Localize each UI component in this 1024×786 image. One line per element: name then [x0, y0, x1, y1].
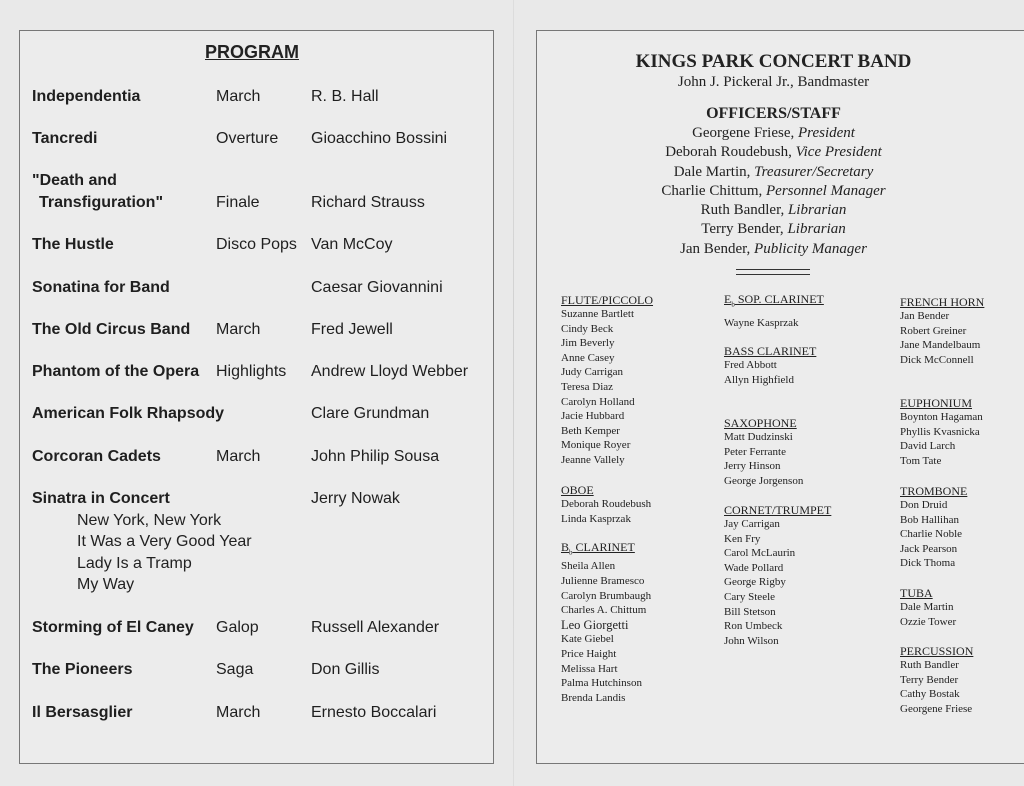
member-name: Cary Steele [724, 590, 776, 603]
piece-composer: Fred Jewell [311, 321, 393, 338]
member-list [724, 358, 816, 387]
member-name: Robert Greiner [900, 324, 967, 337]
piece-title: The Hustle [32, 236, 114, 253]
piece-title: The Old Circus Band [32, 321, 191, 338]
section-heading: EUPHONIUM [900, 396, 972, 410]
piece-title: Storming of El Caney [32, 619, 194, 636]
officer-line: Deborah Roudebush, Vice President [665, 144, 882, 160]
member-name: Ken Fry [724, 532, 761, 545]
piece-title: Sonatina for Band [32, 279, 170, 296]
bandmaster: John J. Pickeral Jr., Bandmaster [677, 74, 870, 90]
member-name: Fred Abbott [724, 359, 777, 371]
member-name: Wade Pollard [724, 561, 784, 574]
officer-line: Georgene Friese, President [692, 125, 855, 141]
section-heading: $B_b$ CLARINET [561, 540, 635, 557]
member-name: Dick McConnell [900, 353, 974, 366]
officers-heading: OFFICERS/STAFF [706, 105, 841, 122]
member-name: Jay Carrigan [724, 518, 780, 530]
piece-form: March [216, 321, 261, 338]
medley-song: It Was a Very Good Year [77, 533, 252, 550]
member-list [900, 410, 983, 468]
section-heading: BASS CLARINET [724, 344, 817, 358]
member-name: Terry Bender [900, 673, 959, 686]
member-name: Jim Beverly [561, 337, 615, 350]
member-name: Jeanne Vallely [561, 453, 625, 466]
member-name: Jerry Hinson [724, 460, 781, 473]
piece-form: Overture [216, 130, 279, 147]
member-name: Charles A. Chittum [561, 604, 647, 617]
member-list [561, 497, 651, 526]
member-name: Phyllis Kvasnicka [900, 425, 980, 438]
piece-form: Galop [216, 619, 259, 636]
piece-title-line: "Death and [32, 172, 117, 189]
member-list [561, 307, 653, 468]
section-heading: TROMBONE [900, 484, 968, 498]
piece-form: March [216, 88, 261, 105]
piece-composer: Ernesto Boccalari [311, 704, 437, 721]
member-name: Ruth Bandler [900, 659, 959, 671]
section-heading: FRENCH HORN [900, 295, 985, 309]
member-name: Beth Kemper [561, 424, 620, 437]
officer-line: Ruth Bandler, Librarian [700, 202, 847, 218]
member-name: Carol McLaurin [724, 547, 796, 560]
member-name: Cathy Bostak [900, 688, 960, 701]
member-name: Julienne Bramesco [561, 574, 645, 587]
member-name: Suzanne Bartlett [561, 308, 635, 320]
section-cornet [724, 503, 831, 648]
piece-composer: Van McCoy [311, 236, 393, 253]
member-name: Deborah Roudebush [561, 498, 652, 510]
member-list [561, 559, 651, 705]
piece-composer: Clare Grundman [311, 405, 430, 422]
member-name: Bill Stetson [724, 605, 776, 618]
member-name: Allyn Highfield [724, 373, 794, 386]
member-list [724, 430, 803, 488]
member-list [900, 658, 973, 716]
piece-composer: Caesar Giovannini [311, 279, 443, 296]
officer-line: Charlie Chittum, Personnel Manager [661, 183, 886, 199]
section-bass-clarinet [724, 344, 816, 387]
member-name: Brenda Landis [561, 691, 626, 704]
section-bb-clarinet [561, 540, 651, 705]
member-name: George Rigby [724, 576, 786, 589]
piece-form: March [216, 704, 261, 721]
page-fold [513, 0, 514, 786]
section-heading: $E_b$ SOP. CLARINET [724, 292, 824, 309]
officer-line: Dale Martin, Treasurer/Secretary [673, 164, 874, 180]
member-name: Cindy Beck [561, 322, 614, 335]
piece-title-line: Transfiguration" [39, 194, 164, 211]
member-name: Carolyn Brumbaugh [561, 589, 652, 602]
piece-composer: John Philip Sousa [311, 448, 440, 465]
section-heading: TUBA [900, 586, 933, 600]
piece-title: American Folk Rhapsody [32, 405, 225, 422]
member-name: Jane Mandelbaum [900, 339, 981, 352]
roster-page [536, 30, 1024, 764]
piece-composer: Jerry Nowak [311, 490, 400, 507]
divider [736, 269, 810, 275]
member-name: Georgene Friese [900, 702, 973, 715]
section-heading: OBOE [561, 483, 594, 497]
medley-song: Lady Is a Tramp [77, 555, 192, 572]
member-name: Bob Hallihan [900, 513, 959, 526]
member-name: Kate Giebel [561, 633, 614, 646]
piece-form: Highlights [216, 363, 287, 380]
section-flute [561, 293, 653, 468]
section-eb-clarinet [724, 292, 824, 331]
member-name: Tom Tate [900, 454, 942, 467]
section-heading: SAXOPHONE [724, 416, 797, 430]
member-name: Wayne Kasprzak [724, 317, 799, 330]
member-list [724, 316, 824, 331]
member-name: John Wilson [724, 634, 779, 647]
member-name: Don Druid [900, 499, 948, 511]
band-name: KINGS PARK CONCERT BAND [635, 51, 912, 72]
section-saxophone [724, 416, 803, 488]
piece-title: Sinatra in Concert [32, 490, 170, 507]
member-name: Price Haight [561, 647, 617, 660]
piece-composer: Andrew Lloyd Webber [311, 363, 469, 380]
member-name: Matt Dudzinski [724, 431, 793, 443]
piece-title: Corcoran Cadets [32, 448, 161, 465]
piece-title: Il Bersasglier [32, 704, 133, 721]
member-name: Anne Casey [561, 351, 615, 364]
piece-form: Saga [216, 661, 254, 678]
piece-form: March [216, 448, 261, 465]
officer-line: Terry Bender, Librarian [701, 221, 846, 237]
member-list [900, 309, 984, 367]
section-french-horn [900, 295, 984, 367]
member-name: Melissa Hart [561, 662, 618, 675]
piece-title: Tancredi [32, 130, 98, 147]
program-title: PROGRAM [205, 42, 299, 62]
piece-form: Finale [216, 194, 260, 211]
member-list [900, 600, 956, 629]
member-name: Monique Royer [561, 439, 631, 452]
member-name: Boynton Hagaman [900, 411, 983, 423]
piece-composer: Russell Alexander [311, 619, 440, 636]
member-name: Jan Bender [900, 310, 950, 322]
member-name: Carolyn Holland [561, 395, 635, 408]
program-page [19, 30, 494, 764]
section-heading: PERCUSSION [900, 644, 974, 658]
section-heading: CORNET/TRUMPET [724, 503, 832, 517]
member-name: David Larch [900, 440, 956, 453]
piece-form: Disco Pops [216, 236, 297, 253]
section-euphonium [900, 396, 983, 468]
member-list [900, 498, 967, 571]
officer-line: Jan Bender, Publicity Manager [680, 241, 867, 257]
piece-title: The Pioneers [32, 661, 133, 678]
member-name: Jack Pearson [900, 542, 958, 555]
member-name: Peter Ferrante [724, 445, 786, 458]
member-list [724, 517, 831, 648]
section-tuba [900, 586, 956, 629]
piece-composer: Richard Strauss [311, 194, 425, 211]
section-heading: FLUTE/PICCOLO [561, 293, 654, 307]
member-name: Jacie Hubbard [561, 410, 625, 423]
piece-composer: R. B. Hall [311, 88, 379, 105]
member-name: Dick Thoma [900, 557, 956, 570]
member-name: Judy Carrigan [561, 366, 624, 379]
member-name: George Jorgenson [724, 474, 804, 487]
medley-song: My Way [77, 576, 135, 593]
piece-composer: Don Gillis [311, 661, 380, 678]
member-name: Linda Kasprzak [561, 512, 631, 525]
piece-composer: Gioacchino Bossini [311, 130, 448, 147]
section-trombone [900, 484, 967, 571]
member-name: Palma Hutchinson [561, 677, 642, 690]
member-name: Ron Umbeck [724, 620, 783, 633]
member-name: Charlie Noble [900, 528, 963, 541]
section-oboe [561, 483, 651, 526]
piece-title: Phantom of the Opera [32, 363, 200, 380]
member-name: Teresa Diaz [561, 380, 614, 393]
member-name: Dale Martin [900, 601, 954, 613]
member-name: Ozzie Tower [900, 615, 957, 628]
piece-title: Independentia [32, 88, 141, 105]
member-name: Leo Giorgetti [561, 617, 629, 632]
medley-song: New York, New York [77, 512, 222, 529]
member-name: Sheila Allen [561, 560, 616, 573]
section-percussion [900, 644, 973, 716]
